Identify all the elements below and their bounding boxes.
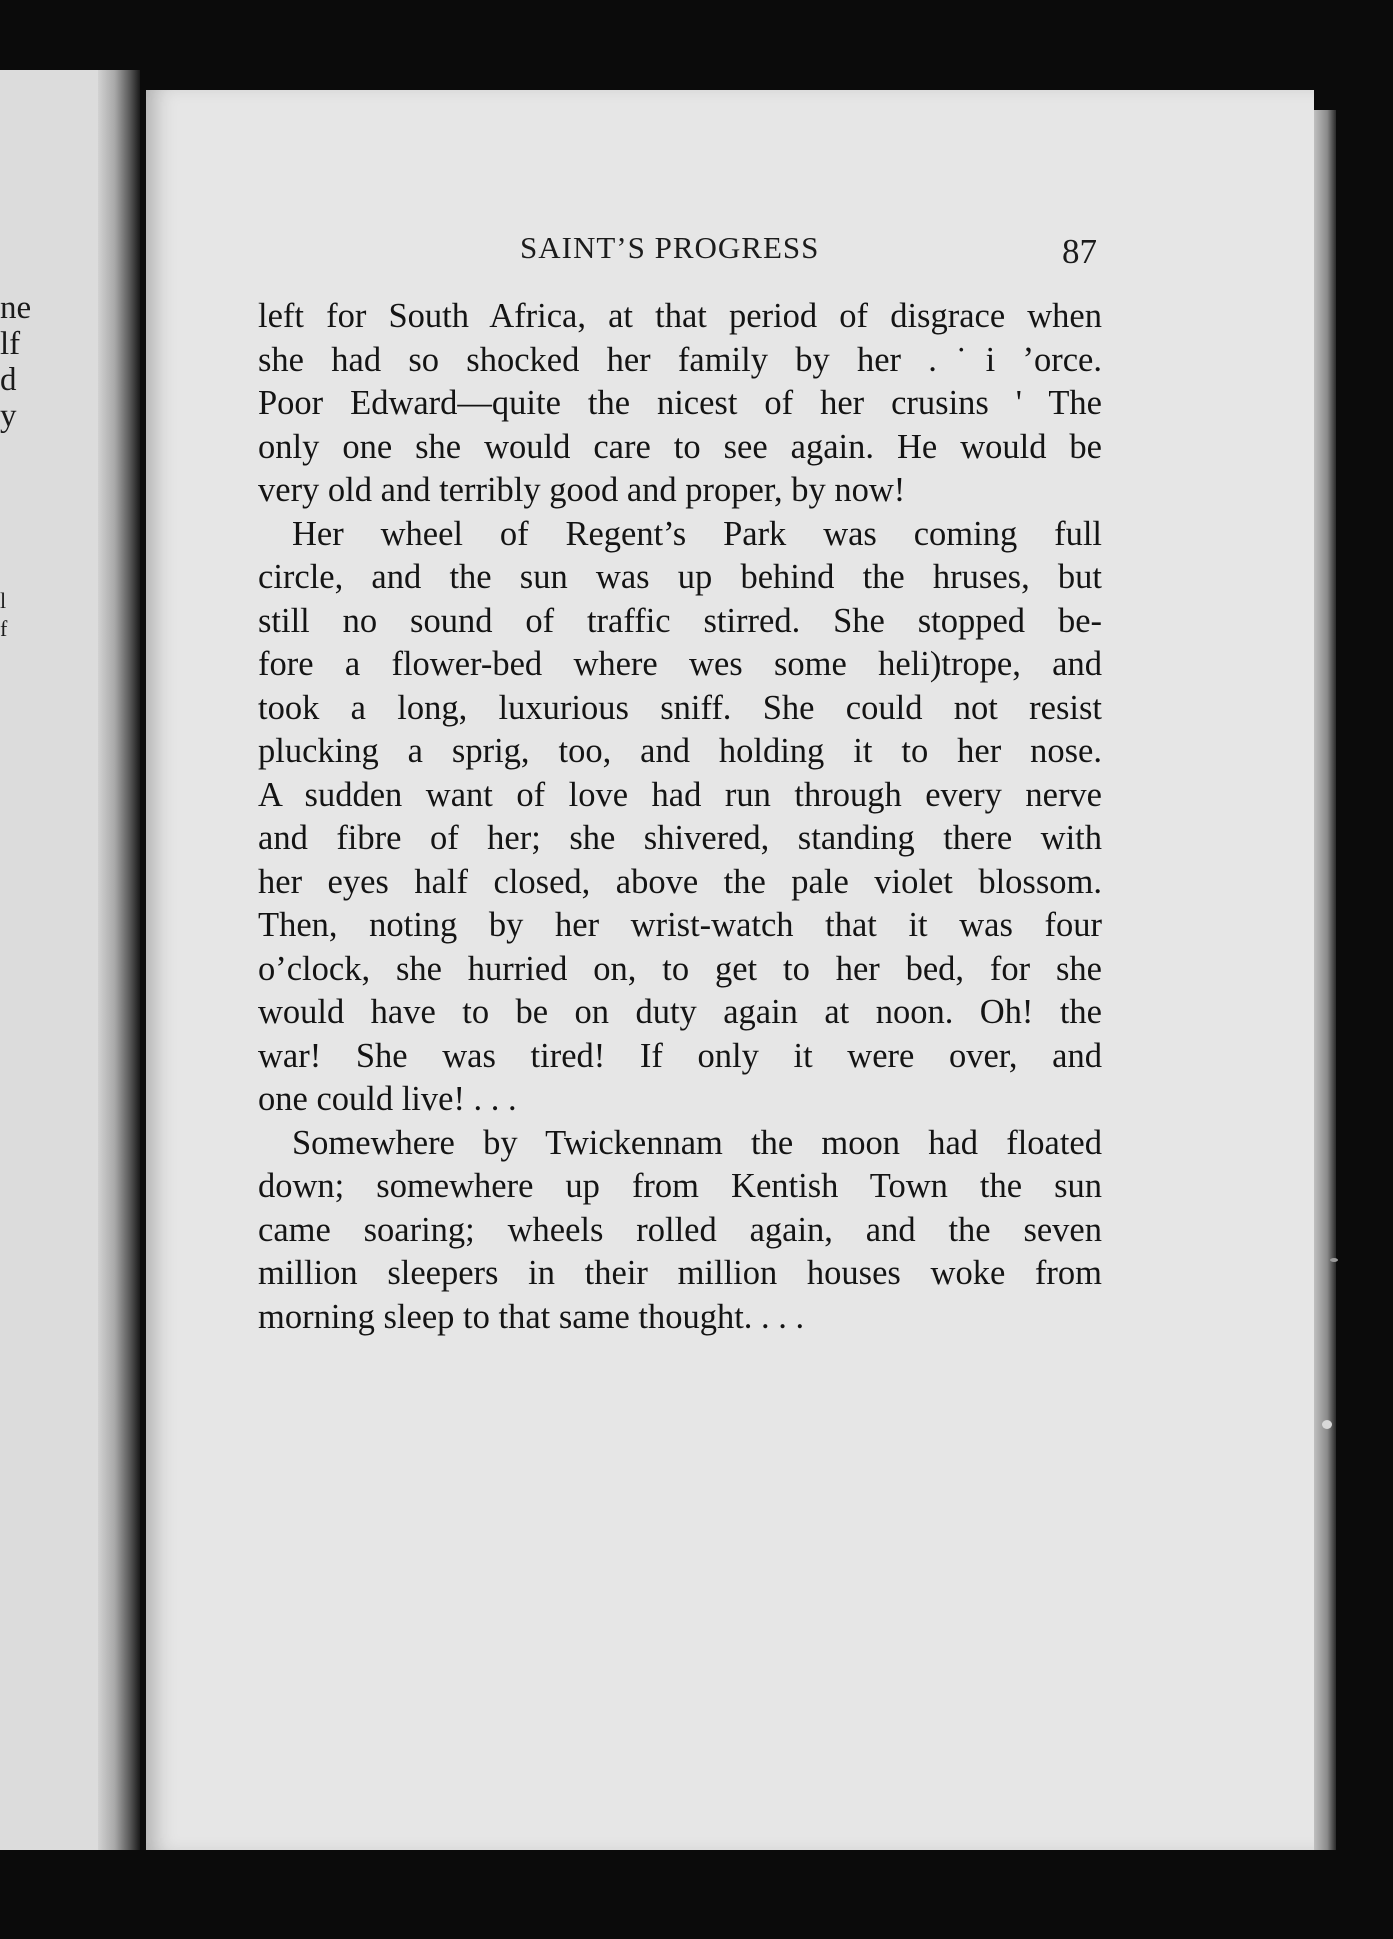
text-line: fore a flower-bed where wes some heli)trope, and <box>258 645 1102 683</box>
text-line: one could live! . . . <box>258 1080 517 1118</box>
text-line: and fibre of her; she shivered, standing there with <box>258 819 1102 857</box>
left-page-fragment: d <box>0 362 17 398</box>
page-number: 87 <box>1062 232 1097 271</box>
text-line: only one she would care to see again. He would be <box>258 427 1102 466</box>
text-line: morning sleep to that same thought. . . . <box>258 1297 805 1336</box>
text-line: A sudden want of love had run through every nerve <box>258 775 1102 814</box>
text-line: would have to be on duty again at noon. Oh! the <box>258 993 1102 1031</box>
text-line: very old and terribly good and proper, by now! <box>258 471 906 509</box>
left-page-fragment: l <box>0 588 7 613</box>
left-page-fragment: f <box>0 616 8 641</box>
left-page-fragment: lf <box>0 326 21 362</box>
text-line: her eyes half closed, above the pale violet blossom. <box>258 862 1102 901</box>
text-line: o’clock, she hurried on, to get to her bed, for she <box>258 949 1102 988</box>
text-line: left for South Africa, at that period of disgrace when <box>258 297 1102 335</box>
text-line: plucking a sprig, too, and holding it to her nose. <box>258 732 1102 770</box>
text-line: came soaring; wheels rolled again, and the seven <box>258 1210 1102 1249</box>
text-line: Then, noting by her wrist-watch that it was four <box>258 906 1102 944</box>
scan-speck <box>1330 1258 1338 1262</box>
page-edge-shadow <box>1314 110 1336 1850</box>
text-line: million sleepers in their million houses woke from <box>258 1254 1102 1292</box>
running-head: SAINT’S PROGRESS <box>520 230 820 265</box>
book-page <box>146 90 1314 1850</box>
text-line: Poor Edward—quite the nicest of her crusins ' The <box>258 384 1102 422</box>
text-line: she had so shocked her family by her .˙i ʼorce. <box>258 340 1102 379</box>
scan-speck <box>1322 1420 1332 1429</box>
left-page-fragment: ne <box>0 290 32 326</box>
text-line: took a long, luxurious sniff. She could not resist <box>258 688 1102 727</box>
text-line: Somewhere by Twickennam the moon had floated <box>292 1123 1102 1162</box>
left-page-fragment: y <box>0 398 17 434</box>
left-facing-page <box>0 70 140 1850</box>
text-line: Her wheel of Regent’s Park was coming full <box>292 514 1102 553</box>
text-line: still no sound of traffic stirred. She stopped be- <box>258 601 1102 640</box>
text-line: war! She was tired! If only it were over, and <box>258 1036 1102 1075</box>
text-line: circle, and the sun was up behind the hruses, but <box>258 558 1102 596</box>
page-body-text <box>258 295 1102 1339</box>
text-line: down; somewhere up from Kentish Town the sun <box>258 1167 1102 1205</box>
book-gutter <box>98 70 140 1850</box>
